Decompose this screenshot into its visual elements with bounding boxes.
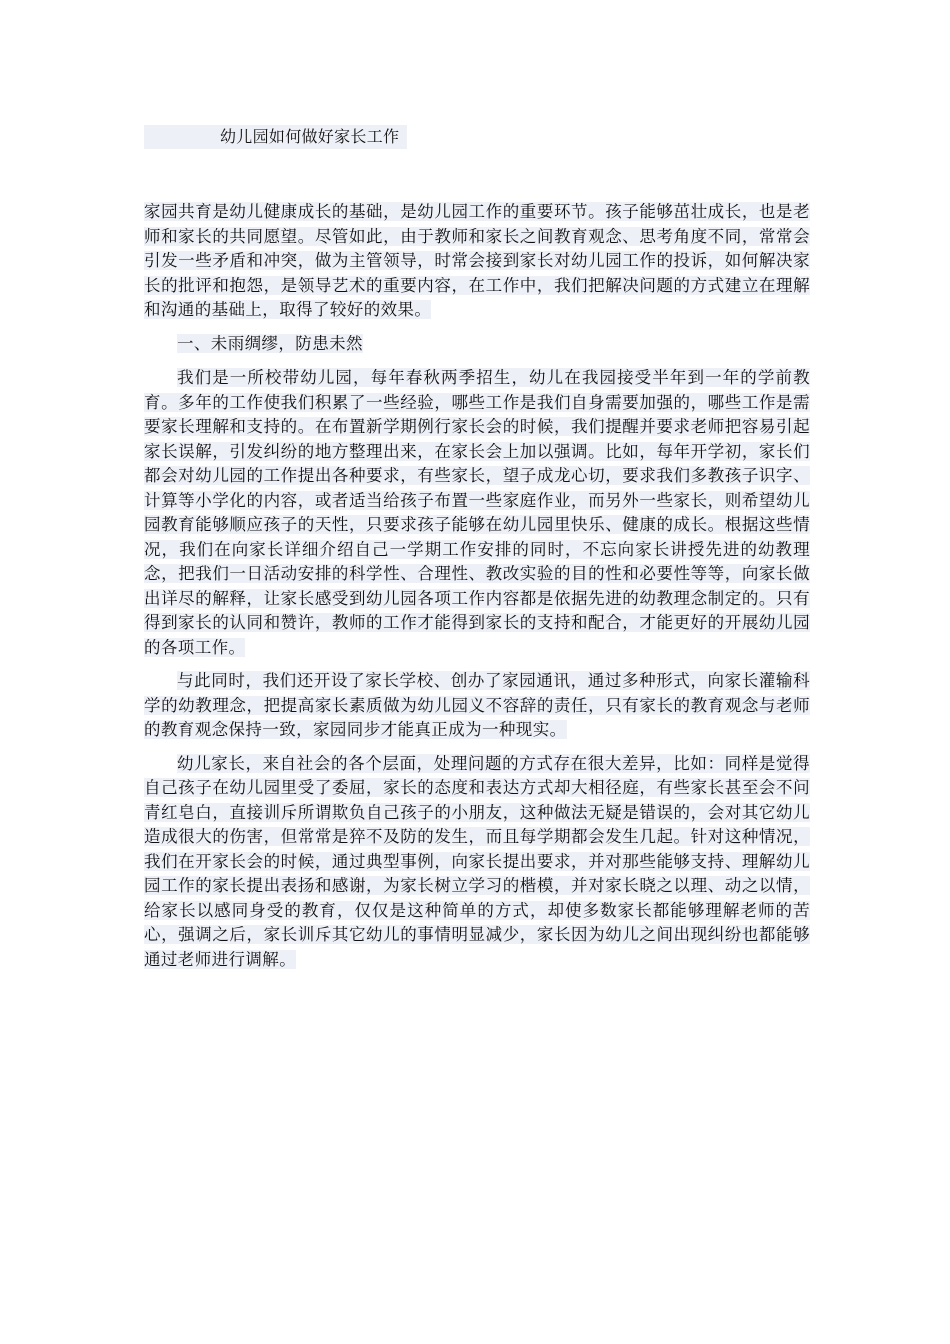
body-paragraph-1-text: 我们是一所校带幼儿园，每年春秋两季招生，幼儿在我园接受半年到一年的学前教育。多年的工作使我们积累了一些经验，哪些工作是我们自身需要加强的，哪些工作是需要家长理解和支持的。在布置新学期例行家长会的时候，我们提醒并要求老师把容易引起家长误解，引发纠纷的地方整理出来，在家长会上加以强调。比如，每年开学初，家长们都会对幼儿园的工作提出各种要求，有些家长，望子成龙心切，要求我们多教孩子识字、计算等小学化的内容，或者适当给孩子布置一些家庭作业，而另外一些家长，则希望幼儿园教育能够顺应孩子的天性，只要求孩子能够在幼儿园里快乐、健康的成长。根据这些情况，我们在向家长详细介绍自己一学期工作安排的同时，不忘向家长讲授先进的幼教理念，把我们一日活动安排的科学性、合理性、教改实验的目的性和必要性等等，向家长做出详尽的解释，让家长感受到幼儿园各项工作内容都是依据先进的幼教理念制定的。只有得到家长的认同和赞许，教师的工作才能得到家长的支持和配合，才能更好的开展幼儿园的各项工作。 <box>144 368 810 657</box>
body-paragraph-1 <box>144 366 810 660</box>
intro-paragraph-text: 家园共育是幼儿健康成长的基础，是幼儿园工作的重要环节。孩子能够茁壮成长，也是老师和家长的共同愿望。尽管如此，由于教师和家长之间教育观念、思考角度不同，常常会引发一些矛盾和冲突，做为主管领导，时常会接到家长对幼儿园工作的投诉，如何解决家长的批评和抱怨，是领导艺术的重要内容，在工作中，我们把解决问题的方式建立在理解和沟通的基础上，取得了较好的效果。 <box>144 202 810 319</box>
body-paragraph-3 <box>144 752 810 973</box>
body-paragraph-2 <box>144 669 810 743</box>
title-block <box>144 125 564 149</box>
document-body <box>144 200 810 981</box>
intro-paragraph <box>144 200 810 323</box>
section-heading <box>144 332 810 357</box>
body-paragraph-2-text: 与此同时，我们还开设了家长学校、创办了家园通讯，通过多种形式，向家长灌输科学的幼教理念，把提高家长素质做为幼儿园义不容辞的责任，只有家长的教育观念与老师的教育观念保持一致，家园同步才能真正成为一种现实。 <box>144 671 810 739</box>
body-paragraph-3-text: 幼儿家长，来自社会的各个层面，处理问题的方式存在很大差异，比如：同样是觉得自己孩子在幼儿园里受了委屈，家长的态度和表达方式却大相径庭，有些家长甚至会不问青红皂白，直接训斥所谓欺负自己孩子的小朋友，这种做法无疑是错误的，会对其它幼儿造成很大的伤害，但常常是猝不及防的发生，而且每学期都会发生几起。针对这种情况，我们在开家长会的时候，通过典型事例，向家长提出要求，并对那些能够支持、理解幼儿园工作的家长提出表扬和感谢，为家长树立学习的楷模，并对家长晓之以理、动之以情，给家长以感同身受的教育，仅仅是这种简单的方式，却使多数家长都能够理解老师的苦心，强调之后，家长训斥其它幼儿的事情明显减少，家长因为幼儿之间出现纠纷也都能够通过老师进行调解。 <box>144 753 810 969</box>
document-title: 幼儿园如何做好家长工作 <box>144 125 407 149</box>
section-heading-text: 一、未雨绸缪，防患未然 <box>177 333 363 353</box>
